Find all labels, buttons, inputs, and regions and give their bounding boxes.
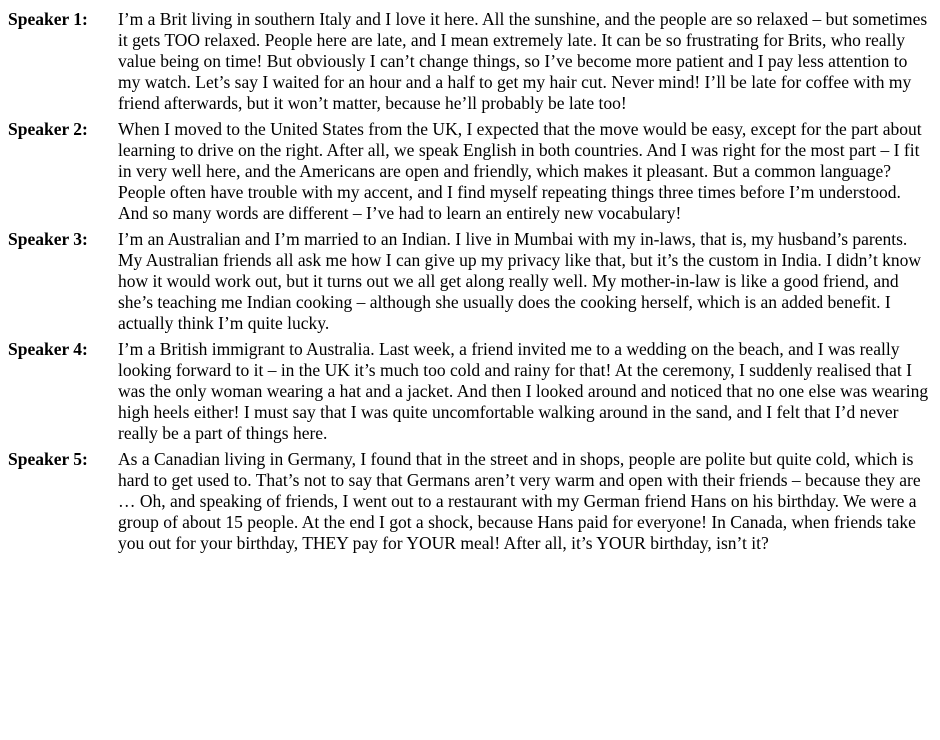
speaker-5-text: As a Canadian living in Germany, I found that in the street and in shops, people are polite but quite cold, which is hard to get used to. That’s not to say that Germans aren’t very warm and open with their friends – because they are … Oh, and speaking of friends, I went out to a restaurant with my German friend Hans on his birthday. We were a group of about 15 people. At the end I got a shock, because Hans paid for everyone! In Canada, when friends take you out for your birthday, THEY pay for YOUR meal! After all, it’s YOUR birthday, isn’t it? [118, 449, 921, 553]
speaker-block-1 [8, 9, 932, 114]
speaker-4-text: I’m a British immigrant to Australia. Last week, a friend invited me to a wedding on the beach, and I was really looking forward to it – in the UK it’s much too cold and rainy for that! At the ceremony, I suddenly realised that I was the only woman wearing a hat and a jacket. And then I looked around and noticed that no one else was wearing high heels either! I must say that I was quite uncomfortable walking around in the sand, and I felt that I’d never really be a part of things here. [118, 339, 929, 443]
speaker-block-3 [8, 229, 932, 334]
speaker-block-4 [8, 339, 932, 444]
speaker-3-label: Speaker 3: [8, 229, 88, 249]
speaker-1-text: I’m a Brit living in southern Italy and I love it here. All the sunshine, and the people are so relaxed – but sometimes it gets TOO relaxed. People here are late, and I mean extremely late. It can be so frustrating for Brits, who really value being on time! But obviously I can’t change things, so I’ve become more patient and I pay less attention to my watch. Let’s say I waited for an hour and a half to get my hair cut. Never mind! I’ll be late for coffee with my friend afterwards, but it won’t matter, because he’ll probably be late too! [118, 9, 928, 113]
speaker-2-text: When I moved to the United States from the UK, I expected that the move would be easy, except for the part about learning to drive on the right. After all, we speak English in both countries. And I was right for the most part – I fit in very well here, and the Americans are open and friendly, which makes it pleasant. But a common language? People often have trouble with my accent, and I find myself repeating things three times before I’m understood. And so many words are different – I’ve had to learn an entirely new vocabulary! [118, 119, 922, 223]
speaker-1-label: Speaker 1: [8, 9, 88, 29]
speaker-block-2 [8, 119, 932, 224]
speaker-4-label: Speaker 4: [8, 339, 88, 359]
speaker-5-label: Speaker 5: [8, 449, 88, 469]
speaker-3-text: I’m an Australian and I’m married to an Indian. I live in Mumbai with my in-laws, that is, my husband’s parents. My Australian friends all ask me how I can give up my privacy like that, but it’s the custom in India. I didn’t know how it would work out, but it turns out we all get along really well. My mother-in-law is like a good friend, and she’s teaching me Indian cooking – although she usually does the cooking herself, which is an added benefit. I actually think I’m quite lucky. [118, 229, 922, 333]
speaker-2-label: Speaker 2: [8, 119, 88, 139]
speaker-block-5 [8, 449, 932, 554]
